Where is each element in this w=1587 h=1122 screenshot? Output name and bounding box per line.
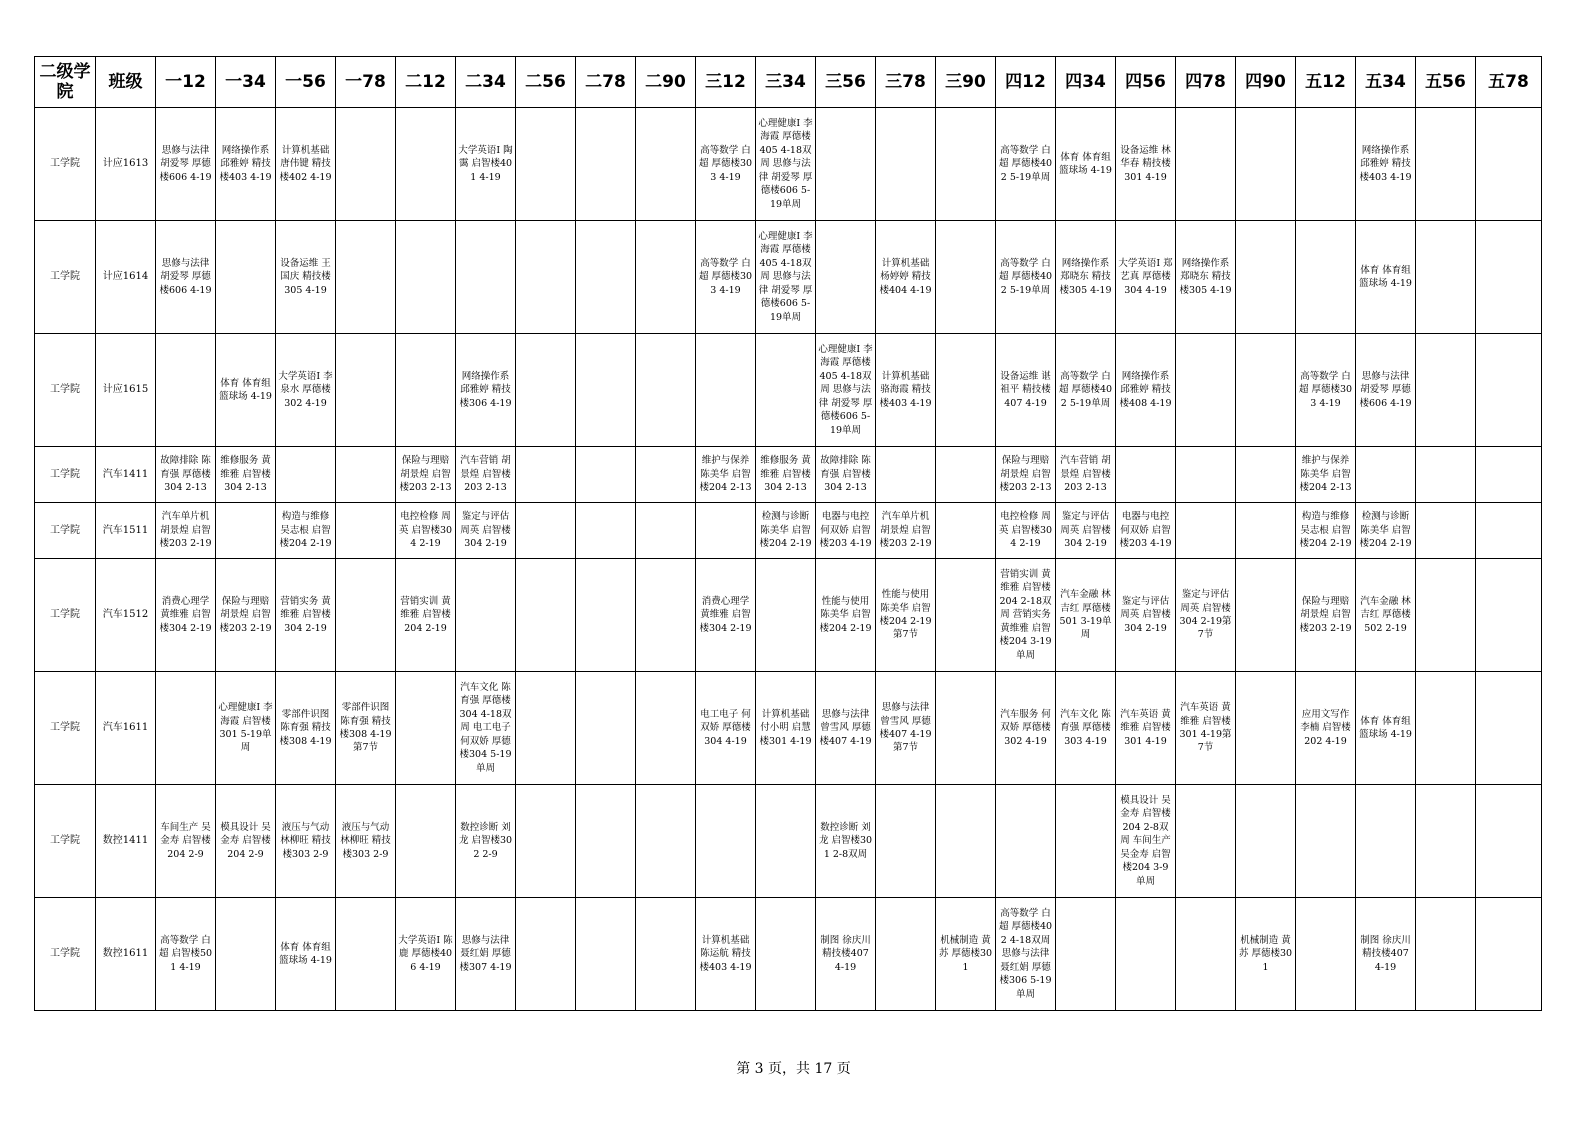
course-cell [576,334,636,447]
course-cell: 消费心理学 黄维雅 启智楼304 2-19 [156,559,216,672]
course-cell: 零部件识图 陈育强 精技楼308 4-19第7节 [336,672,396,785]
class-cell: 汽车1411 [96,447,156,503]
header-period: 二12 [396,57,456,108]
course-cell [1356,447,1416,503]
table-row [35,672,1542,785]
course-cell: 大学英语Ⅰ 李泉水 厚德楼302 4-19 [276,334,336,447]
course-cell: 汽车单片机 胡景煌 启智楼203 2-19 [876,503,936,559]
course-cell [576,559,636,672]
course-cell: 检测与诊断 陈美华 启智楼204 2-19 [756,503,816,559]
header-period: 一78 [336,57,396,108]
course-cell [1116,898,1176,1011]
course-cell [156,672,216,785]
course-cell: 网络操作系 郑晓东 精技楼305 4-19 [1056,221,1116,334]
course-cell [1116,447,1176,503]
course-cell [1236,785,1296,898]
course-cell: 维修服务 黄维雅 启智楼304 2-13 [756,447,816,503]
course-cell [1176,503,1236,559]
header-period: 一34 [216,57,276,108]
course-cell [1176,447,1236,503]
course-cell [516,447,576,503]
course-cell: 保险与理赔 胡景煌 启智楼203 2-19 [1296,559,1356,672]
course-cell [516,785,576,898]
course-cell [636,785,696,898]
college-cell: 工学院 [35,447,96,503]
table-row [35,898,1542,1011]
header-period: 二78 [576,57,636,108]
schedule-table [34,56,1542,1011]
table-row [35,334,1542,447]
course-cell [936,785,996,898]
course-cell: 鉴定与评估 周英 启智楼304 2-19 [456,503,516,559]
course-cell: 思修与法律 胡爱琴 厚德楼606 4-19 [1356,334,1416,447]
class-cell: 数控1611 [96,898,156,1011]
course-cell [576,898,636,1011]
class-cell: 汽车1611 [96,672,156,785]
course-cell: 电器与电控 何双娇 启智楼203 4-19 [816,503,876,559]
course-cell [936,672,996,785]
course-cell: 制图 徐庆川 精技楼407 4-19 [1356,898,1416,1011]
header-period: 二90 [636,57,696,108]
course-cell [276,447,336,503]
course-cell [1296,898,1356,1011]
course-cell [516,898,576,1011]
course-cell: 计算机基础 骆海霞 精技楼403 4-19 [876,334,936,447]
course-cell [936,503,996,559]
course-cell [1056,898,1116,1011]
header-period: 四56 [1116,57,1176,108]
course-cell: 体育 体育组 篮球场 4-19 [1356,672,1416,785]
course-cell [756,334,816,447]
college-cell: 工学院 [35,108,96,221]
course-cell [1296,108,1356,221]
header-period: 五34 [1356,57,1416,108]
course-cell: 故障排除 陈育强 厚德楼304 2-13 [156,447,216,503]
course-cell: 设备运维 谌祖平 精技楼407 4-19 [996,334,1056,447]
course-cell [516,559,576,672]
course-cell: 高等数学 白超 厚德楼402 5-19单周 [1056,334,1116,447]
course-cell: 高等数学 白超 厚德楼303 4-19 [696,221,756,334]
course-cell [636,334,696,447]
course-cell [1476,785,1542,898]
table-row [35,108,1542,221]
course-cell: 大学英语Ⅰ 陶霭 启智楼401 4-19 [456,108,516,221]
header-period: 四34 [1056,57,1116,108]
course-cell: 计算机基础 唐伟键 精技楼402 4-19 [276,108,336,221]
course-cell: 机械制造 黄苏 厚德楼301 [936,898,996,1011]
course-cell [1416,503,1476,559]
header-period: 一12 [156,57,216,108]
course-cell [936,334,996,447]
course-cell [1236,334,1296,447]
course-cell: 体育 体育组 篮球场 4-19 [1056,108,1116,221]
course-cell [1416,559,1476,672]
course-cell [516,334,576,447]
class-cell: 汽车1511 [96,503,156,559]
course-cell: 保险与理赔 胡景煌 启智楼203 2-13 [396,447,456,503]
course-cell: 高等数学 白超 厚德楼402 5-19单周 [996,221,1056,334]
course-cell [1236,221,1296,334]
course-cell: 计算机基础 付小明 启慧楼301 4-19 [756,672,816,785]
course-cell: 网络操作系 邱雅婷 精技楼408 4-19 [1116,334,1176,447]
course-cell [576,672,636,785]
course-cell: 鉴定与评估 周英 启智楼304 2-19 [1116,559,1176,672]
course-cell [636,898,696,1011]
header-period: 四90 [1236,57,1296,108]
course-cell [1416,672,1476,785]
course-cell [1476,898,1542,1011]
course-cell [336,221,396,334]
course-cell: 电控检修 周英 启智楼304 2-19 [396,503,456,559]
course-cell: 心理健康Ⅰ 李海霞 启智楼301 5-19单周 [216,672,276,785]
course-cell [336,447,396,503]
course-cell [696,334,756,447]
course-cell [1236,559,1296,672]
course-cell [396,334,456,447]
course-cell [1476,447,1542,503]
course-cell [336,503,396,559]
header-period: 二56 [516,57,576,108]
course-cell: 计算机基础 陈运航 精技楼403 4-19 [696,898,756,1011]
course-cell: 高等数学 白超 启智楼501 4-19 [156,898,216,1011]
course-cell [876,785,936,898]
course-cell [756,785,816,898]
course-cell [636,503,696,559]
course-cell: 体育 体育组 篮球场 4-19 [276,898,336,1011]
course-cell: 网络操作系 邱雅婷 精技楼403 4-19 [1356,108,1416,221]
course-cell [876,108,936,221]
course-cell: 体育 体育组 篮球场 4-19 [216,334,276,447]
college-cell: 工学院 [35,672,96,785]
course-cell: 网络操作系 邱雅婷 精技楼403 4-19 [216,108,276,221]
header-period: 三90 [936,57,996,108]
course-cell [636,559,696,672]
course-cell [636,221,696,334]
class-cell: 计应1615 [96,334,156,447]
course-cell: 思修与法律 曾雪风 厚德楼407 4-19第7节 [876,672,936,785]
course-cell: 构造与维修 吴志根 启智楼204 2-19 [1296,503,1356,559]
course-cell [516,108,576,221]
course-cell: 高等数学 白超 厚德楼402 4-18双周 思修与法律 聂红娟 厚德楼306 5-19单周 [996,898,1056,1011]
course-cell: 营销实训 黄维雅 启智楼204 2-18双周 营销实务 黄维雅 启智楼204 3-19单周 [996,559,1056,672]
course-cell [216,221,276,334]
header-period: 四78 [1176,57,1236,108]
college-cell: 工学院 [35,503,96,559]
course-cell: 心理健康Ⅰ 李海霞 厚德楼405 4-18双周 思修与法律 胡爱琴 厚德楼606 5-19单周 [756,221,816,334]
course-cell: 大学英语Ⅰ 陈鹿 厚德楼406 4-19 [396,898,456,1011]
course-cell [456,221,516,334]
course-cell: 思修与法律 聂红娟 厚德楼307 4-19 [456,898,516,1011]
course-cell: 高等数学 白超 厚德楼303 4-19 [696,108,756,221]
course-cell [756,898,816,1011]
course-cell [696,503,756,559]
course-cell: 营销实务 黄维雅 启智楼304 2-19 [276,559,336,672]
course-cell [1476,559,1542,672]
course-cell: 检测与诊断 陈美华 启智楼204 2-19 [1356,503,1416,559]
course-cell: 网络操作系 邱雅婷 精技楼306 4-19 [456,334,516,447]
course-cell [876,447,936,503]
header-period: 一56 [276,57,336,108]
course-cell [756,559,816,672]
course-cell: 液压与气动 林柳旺 精技楼303 2-9 [336,785,396,898]
course-cell: 模具设计 吴金寿 启智楼204 2-8双周 车间生产 吴金寿 启智楼204 3-9单周 [1116,785,1176,898]
course-cell: 高等数学 白超 厚德楼402 5-19单周 [996,108,1056,221]
college-cell: 工学院 [35,221,96,334]
class-cell: 数控1411 [96,785,156,898]
course-cell [1296,785,1356,898]
course-cell [936,447,996,503]
course-cell [576,108,636,221]
course-cell: 汽车文化 陈育强 厚德楼303 4-19 [1056,672,1116,785]
course-cell: 汽车金融 林吉红 厚德楼502 2-19 [1356,559,1416,672]
course-cell: 制图 徐庆川 精技楼407 4-19 [816,898,876,1011]
course-cell [1176,785,1236,898]
course-cell: 体育 体育组 篮球场 4-19 [1356,221,1416,334]
course-cell: 设备运维 林华春 精技楼301 4-19 [1116,108,1176,221]
course-cell: 网络操作系 郑晓东 精技楼305 4-19 [1176,221,1236,334]
course-cell: 汽车营销 胡景煌 启智楼203 2-13 [1056,447,1116,503]
course-cell: 保险与理赔 胡景煌 启智楼203 2-13 [996,447,1056,503]
header-class: 班级 [96,57,156,108]
course-cell: 思修与法律 胡爱琴 厚德楼606 4-19 [156,221,216,334]
course-cell [576,503,636,559]
course-cell [396,108,456,221]
header-period: 三56 [816,57,876,108]
course-cell: 维修服务 黄维雅 启智楼304 2-13 [216,447,276,503]
course-cell: 心理健康Ⅰ 李海霞 厚德楼405 4-18双周 思修与法律 胡爱琴 厚德楼606 5-19单周 [756,108,816,221]
course-cell: 心理健康Ⅰ 李海霞 厚德楼405 4-18双周 思修与法律 胡爱琴 厚德楼606 5-19单周 [816,334,876,447]
course-cell [1236,503,1296,559]
course-cell: 电器与电控 何双娇 启智楼203 4-19 [1116,503,1176,559]
college-cell: 工学院 [35,785,96,898]
course-cell: 保险与理赔 胡景煌 启智楼203 2-19 [216,559,276,672]
header-college: 二级学院 [35,57,96,108]
course-cell: 计算机基础 杨婷婷 精技楼404 4-19 [876,221,936,334]
header-period: 二34 [456,57,516,108]
course-cell [636,108,696,221]
course-cell [1176,898,1236,1011]
college-cell: 工学院 [35,559,96,672]
course-cell: 故障排除 陈育强 启智楼304 2-13 [816,447,876,503]
course-cell: 性能与使用 陈美华 启智楼204 2-19 [816,559,876,672]
table-row [35,447,1542,503]
course-cell [1236,672,1296,785]
course-cell [1476,108,1542,221]
table-row [35,559,1542,672]
schedule-body [35,108,1542,1011]
course-cell: 高等数学 白超 厚德楼303 4-19 [1296,334,1356,447]
course-cell [636,672,696,785]
course-cell [336,559,396,672]
course-cell [816,108,876,221]
course-cell [1236,108,1296,221]
course-cell [996,785,1056,898]
course-cell [696,785,756,898]
course-cell [1416,334,1476,447]
course-cell: 鉴定与评估 周英 启智楼304 2-19第7节 [1176,559,1236,672]
class-cell: 汽车1512 [96,559,156,672]
header-row [35,57,1542,108]
course-cell [516,221,576,334]
course-cell: 汽车英语 黄维雅 启智楼301 4-19第7节 [1176,672,1236,785]
course-cell: 车间生产 吴金寿 启智楼204 2-9 [156,785,216,898]
course-cell [396,785,456,898]
course-cell [576,221,636,334]
college-cell: 工学院 [35,898,96,1011]
page-footer: 第 3 页，共 17 页 [736,1061,851,1077]
header-period: 三78 [876,57,936,108]
table-row [35,221,1542,334]
course-cell [576,447,636,503]
college-cell: 工学院 [35,334,96,447]
course-cell [1476,503,1542,559]
course-cell [516,503,576,559]
course-cell: 设备运维 王国庆 精技楼305 4-19 [276,221,336,334]
table-row [35,503,1542,559]
header-period: 五12 [1296,57,1356,108]
course-cell [336,108,396,221]
course-cell [1416,221,1476,334]
course-cell: 汽车金融 林吉红 厚德楼501 3-19单周 [1056,559,1116,672]
course-cell: 机械制造 黄苏 厚德楼301 [1236,898,1296,1011]
course-cell [816,221,876,334]
course-cell: 应用文写作 李楠 启智楼202 4-19 [1296,672,1356,785]
course-cell [396,221,456,334]
course-cell: 营销实训 黄维雅 启智楼204 2-19 [396,559,456,672]
course-cell: 思修与法律 曾雪风 厚德楼407 4-19 [816,672,876,785]
header-period: 五78 [1476,57,1542,108]
course-cell [1476,221,1542,334]
course-cell: 零部件识图 陈育强 精技楼308 4-19 [276,672,336,785]
course-cell [516,672,576,785]
header-period: 三12 [696,57,756,108]
course-cell [1296,221,1356,334]
course-cell [216,898,276,1011]
header-period: 三34 [756,57,816,108]
course-cell: 汽车英语 黄维雅 启智楼301 4-19 [1116,672,1176,785]
course-cell [1356,785,1416,898]
course-cell [1476,334,1542,447]
course-cell: 维护与保养 陈美华 启智楼204 2-13 [1296,447,1356,503]
course-cell [1416,108,1476,221]
course-cell: 汽车单片机 胡景煌 启智楼203 2-19 [156,503,216,559]
course-cell [1236,447,1296,503]
course-cell: 电工电子 何双娇 厚德楼304 4-19 [696,672,756,785]
course-cell [1476,672,1542,785]
course-cell: 数控诊断 刘龙 启智楼302 2-9 [456,785,516,898]
course-cell [396,672,456,785]
course-cell [336,334,396,447]
course-cell [216,503,276,559]
course-cell [1416,898,1476,1011]
course-cell: 构造与维修 吴志根 启智楼204 2-19 [276,503,336,559]
course-cell [1176,108,1236,221]
course-cell: 汽车文化 陈育强 厚德楼304 4-18双周 电工电子 何双娇 厚德楼304 5-19单周 [456,672,516,785]
course-cell: 思修与法律 胡爱琴 厚德楼606 4-19 [156,108,216,221]
course-cell [156,334,216,447]
course-cell [1056,785,1116,898]
course-cell: 汽车营销 胡景煌 启智楼203 2-13 [456,447,516,503]
course-cell: 维护与保养 陈美华 启智楼204 2-13 [696,447,756,503]
course-cell: 鉴定与评估 周英 启智楼304 2-19 [1056,503,1116,559]
course-cell [576,785,636,898]
course-cell [336,898,396,1011]
course-cell [936,559,996,672]
course-cell: 数控诊断 刘龙 启智楼301 2-8双周 [816,785,876,898]
header-period: 四12 [996,57,1056,108]
course-cell [456,559,516,672]
course-cell: 电控检修 周英 启智楼304 2-19 [996,503,1056,559]
class-cell: 计应1614 [96,221,156,334]
course-cell: 模具设计 吴金寿 启智楼204 2-9 [216,785,276,898]
course-cell [876,898,936,1011]
course-cell [936,221,996,334]
course-cell: 大学英语Ⅰ 郑艺真 厚德楼304 4-19 [1116,221,1176,334]
course-cell [1416,785,1476,898]
class-cell: 计应1613 [96,108,156,221]
course-cell [936,108,996,221]
course-cell [1416,447,1476,503]
course-cell: 性能与使用 陈美华 启智楼204 2-19第7节 [876,559,936,672]
course-cell [636,447,696,503]
course-cell [1176,334,1236,447]
course-cell: 液压与气动 林柳旺 精技楼303 2-9 [276,785,336,898]
header-period: 五56 [1416,57,1476,108]
course-cell: 汽车服务 何双娇 厚德楼302 4-19 [996,672,1056,785]
course-cell: 消费心理学 黄维雅 启智楼304 2-19 [696,559,756,672]
table-row [35,785,1542,898]
